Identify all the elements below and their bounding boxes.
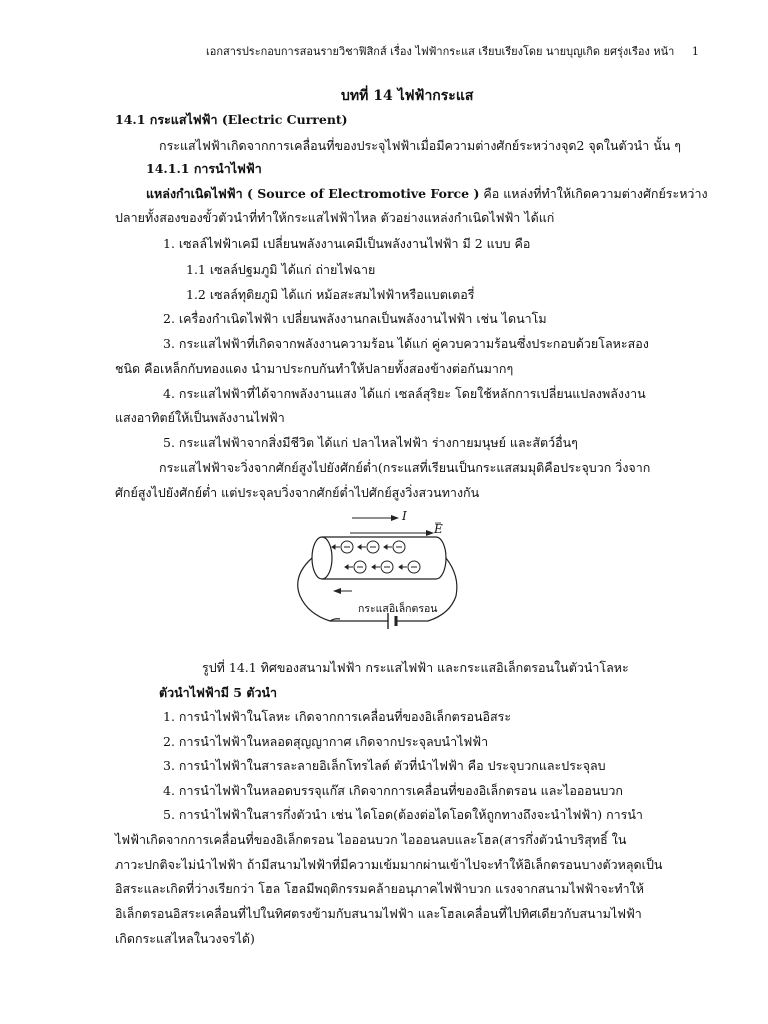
list-item-4-line2: แสงอาทิตย์ให้เป็นพลังงานไฟฟ้า <box>115 410 285 425</box>
current-label: I <box>402 509 407 523</box>
conductor-item-2: 2. การนำไฟฟ้าในหลอดสุญญากาศ เกิดจากประจุลบนำไฟฟ้า <box>163 734 489 749</box>
electron <box>408 561 420 573</box>
chapter-title: บทที่ 14 ไฟฟ้ากระแส <box>341 88 474 104</box>
electron <box>393 541 405 553</box>
conductor-item-5-line1: 5. การนำไฟฟ้าในสารกึ่งตัวนำ เช่น ไดโอด(ต้องต่อไดโอดให้ถูกทางถึงจะนำไฟฟ้า) การนำ <box>163 807 643 822</box>
list-item-1-1: 1.1 เซลล์ปฐมภูมิ ได้แก่ ถ่ายไฟฉาย <box>186 262 376 277</box>
header-doc-info: เอกสารประกอบการสอนรายวิชาฟิสิกส์ เรื่อง ไฟฟ้ากระแส เรียบเรียงโดย นายบุญเกิด ยศรุ่งเรือง หน้า <box>206 45 675 58</box>
page-header <box>206 46 699 57</box>
electron <box>354 561 366 573</box>
electron-current-label: กระแสอิเล็กตรอน <box>358 603 438 615</box>
conductor-item-5-line6: เกิดกระแสไหลในวงจรได้) <box>115 931 255 946</box>
source-term: แหล่งกำเนิดไฟฟ้า ( Source of Electromotive Force ) <box>146 186 480 201</box>
list-item-3-line1: 3. กระแสไฟฟ้าที่เกิดจากพลังงานความร้อน ได้แก่ คู่ควบความร้อนซึ่งประกอบด้วยโลหะสอง <box>163 336 649 351</box>
section-intro: กระแสไฟฟ้าเกิดจากการเคลื่อนที่ของประจุไฟฟ้าเมื่อมีความต่างศักย์ระหว่างจุด2 จุดในตัวนำ นั้น ๆ <box>159 138 681 153</box>
conductor-item-3: 3. การนำไฟฟ้าในสารละลายอิเล็กโทรไลต์ ตัวที่นำไฟฟ้า คือ ประจุบวกและประจุลบ <box>163 758 606 773</box>
current-flow-line1: กระแสไฟฟ้าจะวิ่งจากศักย์สูงไปยังศักย์ต่ำ(กระแสที่เรียนเป็นกระแสสมมุติคือประจุบวก วิ่งจาก <box>159 460 651 475</box>
source-definition: คือ แหล่งที่ทำให้เกิดความต่างศักย์ระหว่าง <box>483 186 708 201</box>
current-flow-line2: ศักย์สูงไปยังศักย์ต่ำ แต่ประจุลบวิ่งจากศักย์ต่ำไปศักย์สูงวิ่งสวนทางกัน <box>115 485 480 500</box>
conductors-heading: ตัวนำไฟฟ้ามี 5 ตัวนำ <box>159 685 278 700</box>
list-item-2: 2. เครื่องกำเนิดไฟฟ้า เปลี่ยนพลังงานกลเป็นพลังงานไฟฟ้า เช่น ไดนาโม <box>163 311 547 326</box>
section-heading: 14.1 กระแสไฟฟ้า (Electric Current) <box>115 112 348 127</box>
conductor-item-4: 4. การนำไฟฟ้าในหลอดบรรจุแก๊ส เกิดจากการเคลื่อนที่ของอิเล็กตรอน และไอออนบวก <box>163 783 623 798</box>
conductor-item-5-line5: อิเล็กตรอนอิสระเคลื่อนที่ไปในทิศตรงข้ามกับสนามไฟฟ้า และโฮลเคลื่อนที่ไปทิศเดียวกับสนามไฟฟ้า <box>115 906 642 921</box>
list-item-3-line2: ชนิด คือเหล็กกับทองแดง นำมาประกบกันทำให้ปลายทั้งสองข้างต่อกันมากๆ <box>115 361 514 376</box>
conductor-item-5-line4: อิสระและเกิดที่ว่างเรียกว่า โฮล โฮลมีพฤติกรรมคล้ายอนุภาคไฟฟ้าบวก แรงจากสนามไฟฟ้าจะทำให้ <box>115 881 645 896</box>
electron <box>341 541 353 553</box>
list-item-4-line1: 4. กระแสไฟฟ้าที่ได้จากพลังงานแสง ได้แก่ เซลล์สุริยะ โดยใช้หลักการเปลี่ยนแปลงพลังงาน <box>163 386 646 401</box>
battery-icon <box>388 613 396 629</box>
electron <box>381 561 393 573</box>
conductor-cylinder <box>312 537 446 579</box>
conductor-item-1: 1. การนำไฟฟ้าในโลหะ เกิดจากการเคลื่อนที่ของอิเล็กตรอนอิสระ <box>163 709 512 724</box>
subsection-heading: 14.1.1 การนำไฟฟ้า <box>146 161 262 176</box>
field-label: E <box>434 522 443 536</box>
source-definition-line2: ปลายทั้งสองของขั้วตัวนำที่ทำให้กระแสไฟฟ้าไหล ตัวอย่างแหล่งกำเนิดไฟฟ้า ได้แก่ <box>115 210 555 225</box>
page-number: 1 <box>691 45 699 58</box>
electron <box>367 541 379 553</box>
conductor-diagram <box>290 506 466 646</box>
conductor-item-5-line2: ไฟฟ้าเกิดจากการเคลื่อนที่ของอิเล็กตรอน ไอออนบวก ไอออนลบและโฮล(สารกึ่งตัวนำบริสุทธิ์ ใน <box>115 832 627 847</box>
list-item-1: 1. เซลล์ไฟฟ้าเคมี เปลี่ยนพลังงานเคมีเป็นพลังงานไฟฟ้า มี 2 แบบ คือ <box>163 236 531 251</box>
list-item-1-2: 1.2 เซลล์ทุติยภูมิ ได้แก่ หม้อสะสมไฟฟ้าหรือแบตเตอรี่ <box>186 287 475 302</box>
figure-caption: รูปที่ 14.1 ทิศของสนามไฟฟ้า กระแสไฟฟ้า และกระแสอิเล็กตรอนในตัวนำโลหะ <box>202 660 629 675</box>
list-item-5: 5. กระแสไฟฟ้าจากสิ่งมีชีวิต ได้แก่ ปลาไหลไฟฟ้า ร่างกายมนุษย์ และสัตว์อื่นๆ <box>163 435 578 450</box>
electrons <box>341 541 420 573</box>
conductor-item-5-line3: ภาวะปกติจะไม่นำไฟฟ้า ถ้ามีสนามไฟฟ้าที่มีความเข้มมากผ่านเข้าไปจะทำให้อิเล็กตรอนบางตัวหลุดเป็น <box>115 857 663 872</box>
source-definition-line1 <box>146 188 708 201</box>
